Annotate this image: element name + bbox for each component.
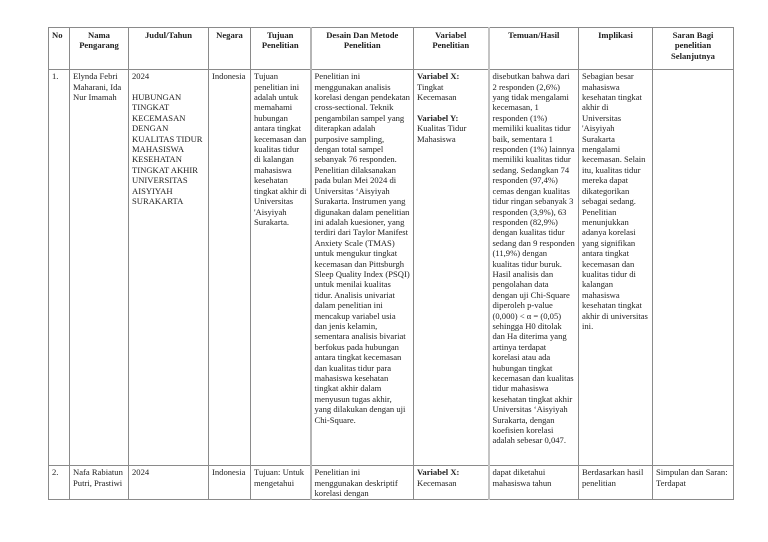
variabel-x-value: Kecemasan: [417, 477, 457, 488]
cell-tahun: 2024: [132, 467, 150, 478]
cell-tahun: 2024: [132, 71, 150, 82]
literature-review-table: [48, 27, 734, 500]
table-row: [49, 466, 734, 500]
header-negara: Negara: [209, 28, 251, 70]
variabel-x-label: Variabel X:: [417, 71, 460, 82]
cell-temuan: dapat diketahui mahasiswa tahun: [489, 466, 579, 500]
cell-variabel: [414, 70, 489, 466]
cell-tujuan: Tujuan penelitian ini adalah untuk memahami hubungan antara tingkat kecemasan dan kualitas tidur di kalangan mahasiswa kesehatan tingkat akhir di Universitas 'Aisyiyah Surakarta.: [251, 70, 311, 466]
cell-variabel: [414, 466, 489, 500]
cell-negara: Indonesia: [209, 70, 251, 466]
cell-desain: Penelitian ini menggunakan analisis korelasi dengan pendekatan cross-sectional. Teknik pengambilan sampel yang diterapkan adalah purposive sampling, dengan total sampel sebanyak 76 responden. Penelitian dilaksanakan pada bulan Mei 2024 di Universitas ‘Aisyiyah Surakarta. Instrumen yang digunakan dalam penelitian ini adalah kuesioner, yang terdiri dari Taylor Manifest Anxiety Scale (TMAS) untuk mengukur tingkat kecemasan dan Pittsburgh Sleep Quality Index (PSQI) untuk menilai kualitas tidur. Analisis univariat dalam penelitian ini mencakup variabel usia dan jenis kelamin, sementara analisis bivariat berfokus pada hubungan antara tingkat kecemasan dan kualitas tidur para mahasiswa kesehatan tingkat akhir dalam menyusun tugas akhir, yang dilakukan dengan uji Chi-Square.: [311, 70, 414, 466]
variabel-x-value: Tingkat Kecemasan: [417, 81, 457, 103]
header-tujuan: Tujuan Penelitian: [251, 28, 311, 70]
header-saran: Saran Bagi penelitian Selanjutnya: [653, 28, 734, 70]
cell-implikasi: Sebagian besar mahasiswa kesehatan tingkat akhir di Universitas 'Aisyiyah Surakarta mengalami kecemasan. Selain itu, kualitas tidur mereka dapat dikategorikan sebagai sedang. Penelitian menunjukkan adanya korelasi yang signifikan antara tingkat kecemasan dan kualitas tidur di kalangan mahasiswa kesehatan tingkat akhir di universitas ini.: [579, 70, 653, 466]
header-implikasi: Implikasi: [579, 28, 653, 70]
cell-implikasi: Berdasarkan hasil penelitian: [579, 466, 653, 500]
header-row: [49, 28, 734, 70]
cell-negara: Indonesia: [209, 466, 251, 500]
variabel-x-label: Variabel X:: [417, 467, 460, 478]
header-variabel: Variabel Penelitian: [414, 28, 489, 70]
cell-saran: Simpulan dan Saran: Terdapat: [653, 466, 734, 500]
table-row: [49, 70, 734, 466]
variabel-y-label: Variabel Y:: [417, 112, 459, 123]
header-desain: Desain Dan Metode Penelitian: [311, 28, 414, 70]
header-no: No: [49, 28, 70, 70]
cell-no: 1.: [49, 70, 70, 466]
cell-nama: Elynda Febri Maharani, Ida Nur Imamah: [70, 70, 129, 466]
cell-tujuan: Tujuan: Untuk mengetahui: [251, 466, 311, 500]
cell-no: 2.: [49, 466, 70, 500]
cell-desain: Penelitian ini menggunakan deskriptif korelasi dengan: [311, 466, 414, 500]
header-temuan: Temuan/Hasil: [489, 28, 579, 70]
header-nama: Nama Pengarang: [70, 28, 129, 70]
cell-judul: [129, 70, 209, 466]
cell-judul-text: HUBUNGAN TINGKAT KECEMASAN DENGAN KUALITAS TIDUR MAHASISWA KESEHATAN TINGKAT AKHIR UNIVERSITAS AISYIYAH SURAKARTA: [132, 92, 203, 207]
variabel-y-value: Kualitas Tidur Mahasiswa: [417, 123, 467, 144]
cell-judul: [129, 466, 209, 500]
header-judul: Judul/Tahun: [129, 28, 209, 70]
cell-saran: [653, 70, 734, 466]
cell-temuan: disebutkan bahwa dari 2 responden (2,6%) yang tidak mengalami kecemasan, 1 responden (1%) memiliki kualitas tidur baik, sementara 1 responden (1%) lainnya memiliki kualitas tidur sedang. Sedangkan 74 responden (97,4%) cemas dengan kualitas tidur ringan sebanyak 3 responden (3,9%), 63 responden (82,9%) dengan kualitas tidur sedang dan 9 responden (11,9%) dengan kualitas tidur buruk. Hasil analisis dan pengolahan data dengan uji Chi-Square diperoleh p-value (0,000) < α = (0,05) sehingga H0 ditolak dan Ha diterima yang artinya terdapat korelasi atau ada hubungan tingkat kecemasan dan kualitas tidur mahasiswa kesehatan tingkat akhir Universitas ‘Aisyiyah Surakarta, dengan koefisien korelasi adalah sebesar 0,047.: [489, 70, 579, 466]
cell-nama: Nafa Rabiatun Putri, Prastiwi: [70, 466, 129, 500]
